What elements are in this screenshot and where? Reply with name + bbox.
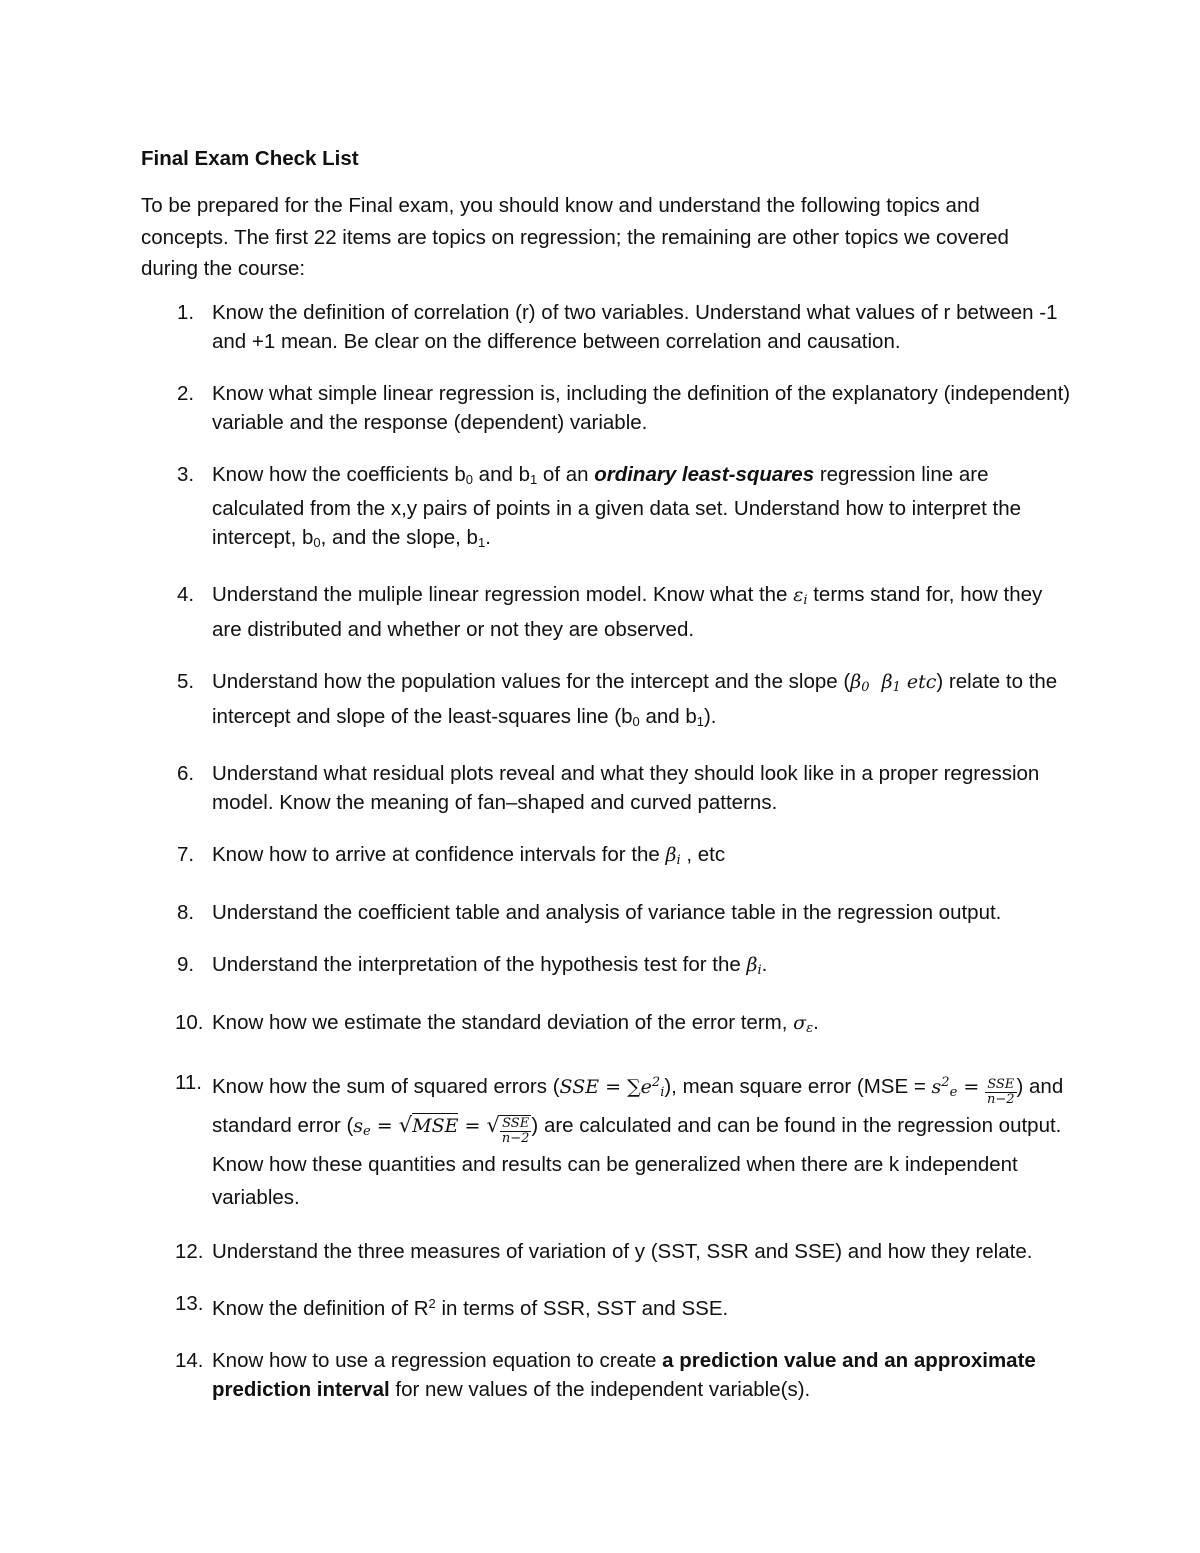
- intro-paragraph: To be prepared for the Final exam, you should know and understand the following topics and concepts. The first 22 items are topics on regression; the remaining are other topics we covered during the course:: [141, 194, 1009, 280]
- bold-text: a prediction value and an approximate prediction interval: [212, 1349, 1036, 1401]
- list-item: [141, 1008, 1071, 1043]
- item-text: Know how to arrive at confidence intervals for the $\beta_i$ , etc: [212, 843, 726, 868]
- item-number: 10.: [175, 1011, 204, 1034]
- item-text: Know the definition of $R^2$ in terms of SSR, SST and SSE.: [212, 1296, 729, 1320]
- list-item: [141, 298, 1071, 356]
- item-text: Know what simple linear regression is, including the definition of the explanatory (independent) variable and the response (dependent) variable.: [212, 382, 1071, 434]
- item-number: 6.: [177, 762, 195, 785]
- item-text: Know how we estimate the standard deviation of the error term, $\sigma_\varepsilon$.: [212, 1011, 819, 1036]
- list-item: [141, 840, 1071, 875]
- math-standard-error: $s_e = √MSE$ = √: [353, 1113, 500, 1139]
- item-number: 14.: [175, 1349, 204, 1372]
- item-number: 12.: [175, 1240, 204, 1263]
- math-sigma: $\sigma_\varepsilon$: [793, 1012, 814, 1036]
- list-item: [141, 580, 1071, 644]
- item-number: 9.: [177, 953, 195, 976]
- list-item: [141, 1066, 1071, 1214]
- item-text: Know how to use a regression equation to create a prediction value and an approximate prediction interval for new values of the independent variable(s).: [212, 1349, 1036, 1401]
- math-beta: $\beta_i$: [746, 954, 762, 978]
- list-item: [141, 667, 1071, 736]
- math-sse: SSE = $\sum e^2_i$: [559, 1075, 665, 1100]
- math-beta: $\beta_0$ $\beta_1$ etc: [850, 671, 937, 695]
- item-number: 4.: [177, 583, 195, 606]
- math-beta: $\beta_i$: [665, 844, 681, 868]
- list-item: [141, 898, 1071, 927]
- emphasis-text: ordinary least-squares: [594, 463, 815, 486]
- list-item: [141, 1237, 1071, 1266]
- checklist: [141, 298, 1071, 1427]
- item-text: Understand the three measures of variation of y (SST, SSR and SSE) and how they relate.: [212, 1240, 1033, 1263]
- item-number: 11.: [175, 1071, 202, 1094]
- list-item: [141, 1346, 1071, 1404]
- item-number: 1.: [177, 301, 195, 324]
- math-mse: $s^2_e$ =: [931, 1075, 980, 1100]
- list-item: [141, 1289, 1071, 1323]
- math-fraction: $\frac{\text{SSE}}{n-2}$: [986, 1077, 1015, 1107]
- math-fraction: $\frac{\text{SSE}}{n-2}$: [501, 1116, 530, 1146]
- page-title: Final Exam Check List: [141, 147, 359, 170]
- item-number: 7.: [177, 843, 195, 866]
- item-text: Understand the muliple linear regression model. Know what the $\varepsilon_i$ terms stand for, how they are distributed and whether or not they are observed.: [212, 583, 1043, 641]
- item-number: 8.: [177, 901, 195, 924]
- item-number: 3.: [177, 463, 195, 486]
- item-text: Know how the sum of squared errors $(SSE = \sum e^2_i)$, mean square error ($MSE = s^2_e$ = $\frac{\text{SSE}}{n-2}$ ) and standard error ($s_e = √MSE$ = √ $\frac{\text{SSE}}{n-2}$ ) are calculated and can be found in the regression output. Know how these quantities and results can be generalized when there are k independent variables.: [212, 1075, 1064, 1209]
- list-item: [141, 379, 1071, 437]
- item-number: 13.: [175, 1292, 204, 1315]
- item-text: Know how the coefficients $b_0$ and $b_1$ of an ordinary least-squares regression line are calculated from the x,y pairs of points in a given data set. Understand how to interpret the intercept, $b_0$, and the slope, $b_1$.: [212, 463, 1022, 550]
- item-text: Know the definition of correlation (r) of two variables. Understand what values of r between -1 and +1 mean. Be clear on the difference between correlation and causation.: [212, 301, 1058, 353]
- math-epsilon: $\varepsilon_i$: [793, 584, 808, 608]
- item-number: 2.: [177, 382, 195, 405]
- list-item: [141, 950, 1071, 985]
- item-text: Understand the interpretation of the hypothesis test for the $\beta_i$.: [212, 953, 768, 978]
- list-item: [141, 460, 1071, 557]
- list-item: [141, 759, 1071, 817]
- item-text: Understand how the population values for the intercept and the slope ($\beta_0$ $\beta_1$ etc) relate to the intercept and slope of the least-squares line ($b_0$ and $b_1$).: [212, 670, 1058, 729]
- item-number: 5.: [177, 670, 195, 693]
- item-text: Understand the coefficient table and analysis of variance table in the regression output.: [212, 901, 1002, 924]
- item-text: Understand what residual plots reveal and what they should look like in a proper regression model. Know the meaning of fan–shaped and curved patterns.: [212, 762, 1040, 814]
